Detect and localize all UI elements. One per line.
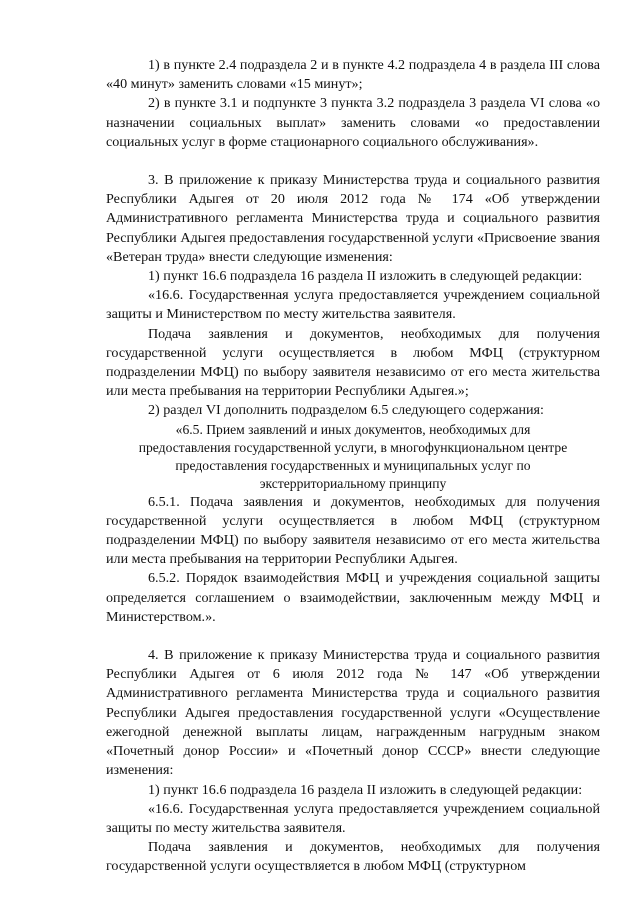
section3-p651: 6.5.1. Подача заявления и документов, необходимых для получения государственной услуги осуществляется в любом МФЦ (структурном подразделении МФЦ) по выбору заявителя независимо от его места жительства или места пребывания на территории Республики Адыгея. bbox=[106, 493, 600, 568]
paragraph-item-2: 2) в пункте 3.1 и подпункте 3 пункта 3.2 подраздела 3 раздела VI слова «о назначении социальных выплат» заменить словами «о предоставлении социальных услуг в форме стационарного социального обслуживания». bbox=[106, 95, 600, 150]
section3-item2: 2) раздел VI дополнить подразделом 6.5 следующего содержания: bbox=[148, 402, 544, 419]
section3-p652: 6.5.2. Порядок взаимодействия МФЦ и учреждения социальной защиты определяется соглашением о взаимодействии, заключенным между МФЦ и Министерством.». bbox=[106, 570, 600, 625]
section3-quote1: «16.6. Государственная услуга предоставляется учреждением социальной защиты и Министерством по месту жительства заявителя. bbox=[106, 287, 600, 323]
section4-quote2: Подача заявления и документов, необходимых для получения государственной услуги осуществляется в любом МФЦ (структурном bbox=[106, 839, 600, 875]
section4-quote1: «16.6. Государственная услуга предоставляется учреждением социальной защиты по месту жительства заявителя. bbox=[106, 800, 600, 836]
subsection-heading-line4: экстерриториальному принципу bbox=[259, 475, 447, 491]
section3-quote2: Подача заявления и документов, необходимых для получения государственной услуги осуществляется в любом МФЦ (структурном подразделении МФЦ) по выбору заявителя независимо от его места жительства или места пребывания на территории Республики Адыгея.»; bbox=[106, 325, 600, 400]
subsection-heading-line3: предоставления государственных и муниципальных услуг по bbox=[175, 457, 531, 473]
section4-intro: 4. В приложение к приказу Министерства труда и социального развития Республики Адыгея от 6 июля 2012 года № 147 «Об утверждении Административного регламента Министерства труда и социального развития Республики Адыгея предоставления государственной услуги «Осуществление ежегодной денежной выплаты лицам, награжденным нагрудным знаком «Почетный донор России» и «Почетный донор СССР» внести следующие изменения: bbox=[106, 647, 600, 779]
section3-item1: 1) пункт 16.6 подраздела 16 раздела II изложить в следующей редакции: bbox=[148, 268, 583, 285]
section3-intro: 3. В приложение к приказу Министерства труда и социального развития Республики Адыгея от 20 июля 2012 года № 174 «Об утверждении Административного регламента Министерства труда и социального развития Республики Адыгея предоставления государственной услуги «Присвоение звания «Ветеран труда» внести следующие изменения: bbox=[106, 172, 600, 265]
subsection-heading-line2: предоставления государственной услуги, в многофункциональном центре bbox=[138, 439, 568, 455]
subsection-heading-line1: «6.5. Прием заявлений и иных документов, необходимых для bbox=[175, 421, 531, 437]
document-page bbox=[106, 56, 600, 877]
paragraph-item-1: 1) в пункте 2.4 подраздела 2 и в пункте 4.2 подраздела 4 в раздела III слова «40 минут» заменить словами «15 минут»; bbox=[106, 57, 600, 93]
section4-item1: 1) пункт 16.6 подраздела 16 раздела II изложить в следующей редакции: bbox=[148, 781, 583, 798]
